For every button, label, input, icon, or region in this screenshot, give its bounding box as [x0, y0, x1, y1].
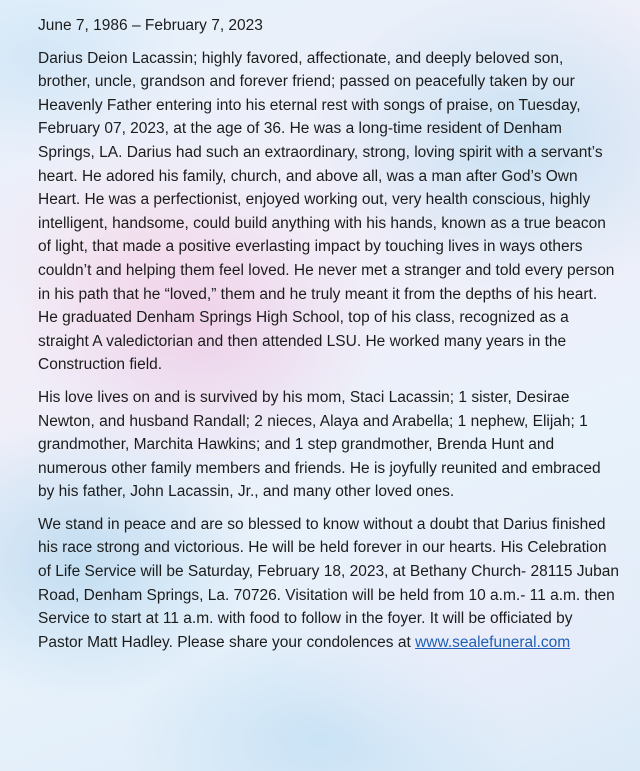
- biography-paragraph: Darius Deion Lacassin; highly favored, affectionate, and deeply beloved son, brother, uncle, grandson and forever friend; passed on peacefully taken by our Heavenly Father entering into his eternal rest with songs of praise, on Tuesday, February 07, 2023, at the age of 36. He was a long-time resident of Denham Springs, LA. Darius had such an extraordinary, strong, loving spirit with a servant’s heart. He adored his family, church, and above all, was a man after God’s Own Heart. He was a perfectionist, enjoyed working out, very health conscious, highly intelligent, handsome, could build anything with his hands, known as a true beacon of light, that made a positive everlasting impact by touching lives in ways others couldn’t and helping them feel loved. He never met a stranger and told every person in his path that he “loved,” them and he truly meant it from the depths of his heart. He graduated Denham Springs High School, top of his class, recognized as a straight A valedictorian and then attended LSU. He worked many years in the Construction field.: [38, 49, 615, 374]
- funeral-home-link[interactable]: www.sealefuneral.com: [415, 633, 571, 651]
- service-text: We stand in peace and are so blessed to know without a doubt that Darius finished his race strong and victorious. He will be held forever in our hearts. His Celebration of Life Service will be Saturday, February 18, 2023, at Bethany Church- 28115 Juban Road, Denham Springs, La. 70726. Visitation will be held from 10 a.m.- 11 a.m. then Service to start at 11 a.m. with food to follow in the foyer. It will be officiated by Pastor Matt Hadley. Please share your condolences at: [38, 515, 620, 651]
- service-paragraph: [38, 513, 620, 655]
- survivors-paragraph: His love lives on and is survived by his mom, Staci Lacassin; 1 sister, Desirae Newton, and husband Randall; 2 nieces, Alaya and Arabella; 1 nephew, Elijah; 1 grandmother, Marchita Hawkins; and 1 step grandmother, Brenda Hunt and numerous other family members and friends. He is joyfully reunited and embraced by his father, John Lacassin, Jr., and many other loved ones.: [38, 388, 601, 501]
- life-dates: June 7, 1986 – February 7, 2023: [38, 17, 263, 34]
